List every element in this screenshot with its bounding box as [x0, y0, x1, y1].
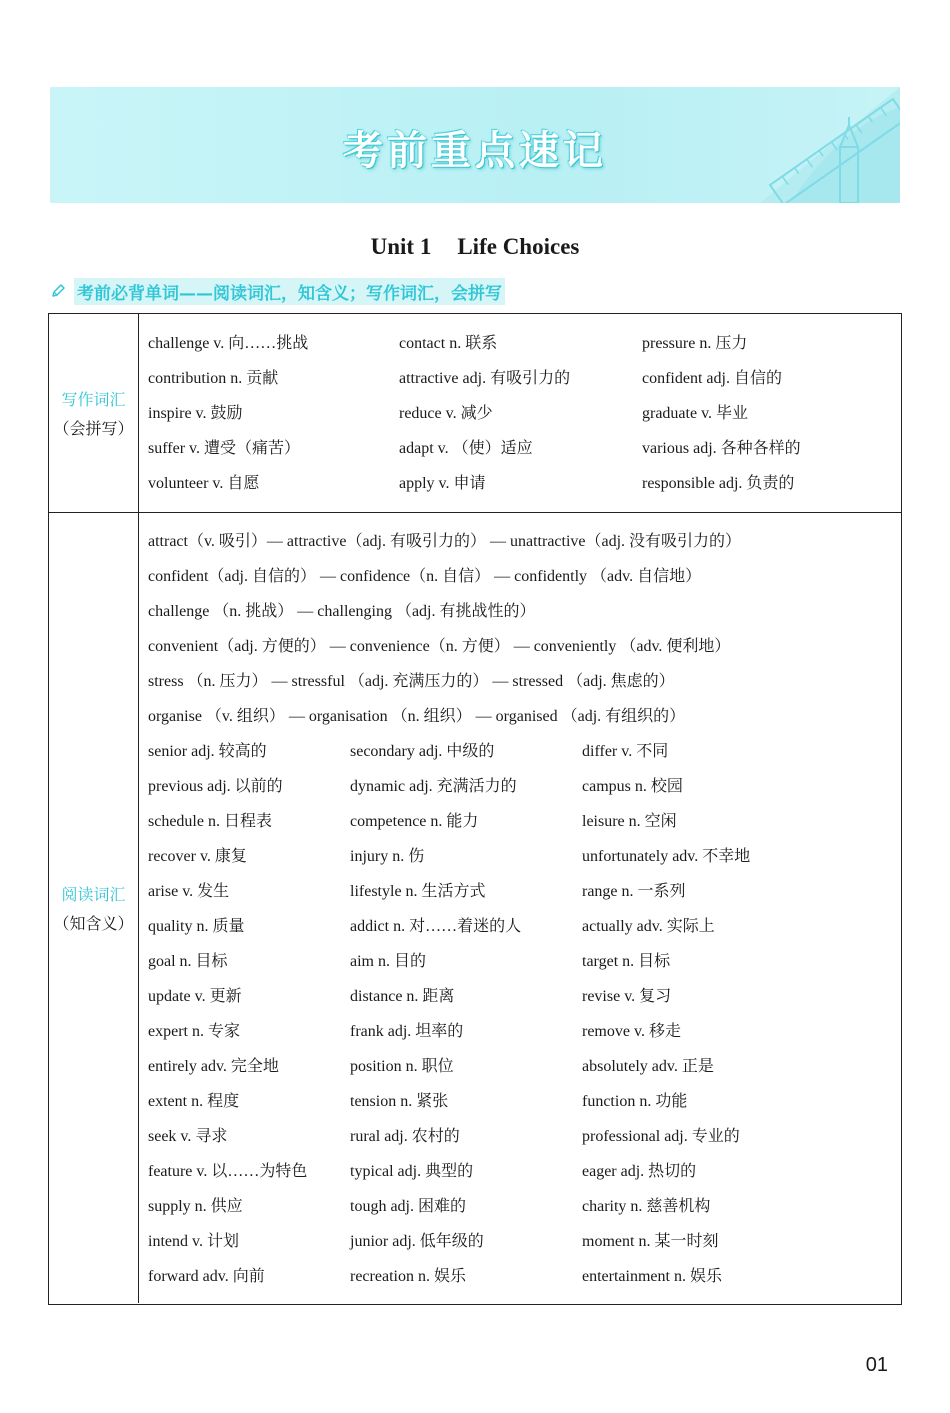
writing-word-entry: graduate v. 毕业 — [642, 405, 749, 422]
reading-word-entry: junior adj. 低年级的 — [350, 1233, 484, 1250]
reading-category-cell — [49, 513, 139, 1303]
reading-word-entry: recreation n. 娱乐 — [350, 1268, 466, 1285]
reading-word-entry: professional adj. 专业的 — [582, 1128, 740, 1145]
word-family-entry: challenge （n. 挑战） — challenging （adj. 有挑战性的） — [148, 603, 536, 620]
writing-word-entry: reduce v. 减少 — [399, 405, 493, 422]
reading-word-entry: revise v. 复习 — [582, 988, 672, 1005]
reading-word-entry: tough adj. 困难的 — [350, 1198, 466, 1215]
reading-word-entry: unfortunately adv. 不幸地 — [582, 848, 751, 865]
reading-word-entry: differ v. 不同 — [582, 743, 669, 760]
writing-word-entry: confident adj. 自信的 — [642, 370, 782, 387]
reading-word-entry: target n. 目标 — [582, 953, 671, 970]
reading-word-entry: remove v. 移走 — [582, 1023, 681, 1040]
reading-word-entry: dynamic adj. 充满活力的 — [350, 778, 517, 795]
reading-word-entry: aim n. 目的 — [350, 953, 426, 970]
reading-word-entry: moment n. 某一时刻 — [582, 1233, 719, 1250]
reading-word-entry: senior adj. 较高的 — [148, 743, 267, 760]
writing-category-cell — [49, 314, 139, 512]
reading-word-entry: expert n. 专家 — [148, 1023, 240, 1040]
reading-word-entry: distance n. 距离 — [350, 988, 455, 1005]
section-heading — [50, 279, 505, 303]
reading-word-entry: tension n. 紧张 — [350, 1093, 449, 1110]
banner-title: 考前重点速记 — [343, 128, 607, 174]
writing-note: （会拼写） — [53, 419, 134, 438]
reading-word-entry: goal n. 目标 — [148, 953, 228, 970]
writing-word-entry: responsible adj. 负责的 — [642, 475, 795, 492]
writing-word-entry: contact n. 联系 — [399, 335, 498, 352]
word-family-entry: convenient（adj. 方便的） — convenience（n. 方便） — conveniently （adv. 便利地） — [148, 638, 731, 655]
reading-word-entry: secondary adj. 中级的 — [350, 743, 495, 760]
reading-word-entry: lifestyle n. 生活方式 — [350, 883, 486, 900]
reading-note: （知含义） — [53, 914, 134, 933]
reading-word-entry: forward adv. 向前 — [148, 1268, 265, 1285]
unit-name: Life Choices — [457, 234, 580, 259]
unit-title — [0, 234, 950, 260]
reading-word-entry: schedule n. 日程表 — [148, 813, 272, 830]
reading-word-entry: frank adj. 坦率的 — [350, 1023, 464, 1040]
reading-word-entry: recover v. 康复 — [148, 848, 247, 865]
writing-word-entry: challenge v. 向……挑战 — [148, 335, 309, 352]
reading-word-entry: absolutely adv. 正是 — [582, 1058, 714, 1075]
reading-word-entry: actually adv. 实际上 — [582, 918, 715, 935]
reading-word-entry: range n. 一系列 — [582, 883, 686, 900]
unit-number: Unit 1 — [370, 234, 432, 259]
writing-word-entry: inspire v. 鼓励 — [148, 405, 243, 422]
reading-vocab-row — [49, 513, 901, 1303]
writing-word-entry: adapt v. （使）适应 — [399, 440, 533, 457]
reading-word-entry: entertainment n. 娱乐 — [582, 1268, 722, 1285]
word-family-entry: organise （v. 组织） — organisation （n. 组织） — organised （adj. 有组织的） — [148, 708, 686, 725]
writing-word-entry: contribution n. 贡献 — [148, 370, 279, 387]
writing-category: 写作词汇 — [61, 390, 126, 409]
section-heading-text: 考前必背单词——阅读词汇，知含义；写作词汇，会拼写 — [74, 278, 505, 305]
reading-word-entry: rural adj. 农村的 — [350, 1128, 460, 1145]
reading-word-entry: quality n. 质量 — [148, 918, 245, 935]
reading-word-entry: leisure n. 空闲 — [582, 813, 677, 830]
reading-word-entry: injury n. 伤 — [350, 848, 425, 865]
reading-word-entry: update v. 更新 — [148, 988, 242, 1005]
reading-word-entry: typical adj. 典型的 — [350, 1163, 474, 1180]
reading-word-entry: extent n. 程度 — [148, 1093, 240, 1110]
reading-word-entry: feature v. 以……为特色 — [148, 1163, 308, 1180]
reading-category: 阅读词汇 — [61, 885, 126, 904]
reading-word-entry: campus n. 校园 — [582, 778, 683, 795]
reading-word-entry: intend v. 计划 — [148, 1233, 239, 1250]
vocabulary-table — [48, 313, 902, 1305]
reading-word-entry: arise v. 发生 — [148, 883, 230, 900]
header-banner — [50, 87, 900, 203]
reading-word-entry: competence n. 能力 — [350, 813, 479, 830]
reading-word-entry: previous adj. 以前的 — [148, 778, 283, 795]
reading-word-entry: addict n. 对……着迷的人 — [350, 918, 522, 935]
writing-vocab-row — [49, 314, 901, 513]
reading-word-entry: charity n. 慈善机构 — [582, 1198, 711, 1215]
word-family-entry: attract（v. 吸引）— attractive（adj. 有吸引力的） — unattractive（adj. 没有吸引力的） — [148, 533, 742, 550]
writing-word-entry: attractive adj. 有吸引力的 — [399, 370, 571, 387]
writing-word-entry: volunteer v. 自愿 — [148, 475, 260, 492]
pencil-icon — [50, 283, 66, 299]
reading-word-entry: entirely adv. 完全地 — [148, 1058, 279, 1075]
reading-word-entry: function n. 功能 — [582, 1093, 688, 1110]
writing-word-entry: various adj. 各种各样的 — [642, 440, 801, 457]
reading-word-entry: seek v. 寻求 — [148, 1128, 228, 1145]
writing-word-entry: pressure n. 压力 — [642, 335, 748, 352]
writing-word-entry: suffer v. 遭受（痛苦） — [148, 440, 300, 457]
reading-word-entry: position n. 职位 — [350, 1058, 454, 1075]
word-family-entry: confident（adj. 自信的） — confidence（n. 自信） — confidently （adv. 自信地） — [148, 568, 702, 585]
reading-word-entry: eager adj. 热切的 — [582, 1163, 697, 1180]
writing-word-entry: apply v. 申请 — [399, 475, 486, 492]
reading-word-entry: supply n. 供应 — [148, 1198, 243, 1215]
word-family-entry: stress （n. 压力） — stressful （adj. 充满压力的） — stressed （adj. 焦虑的） — [148, 673, 675, 690]
page-number: 01 — [865, 1354, 888, 1376]
